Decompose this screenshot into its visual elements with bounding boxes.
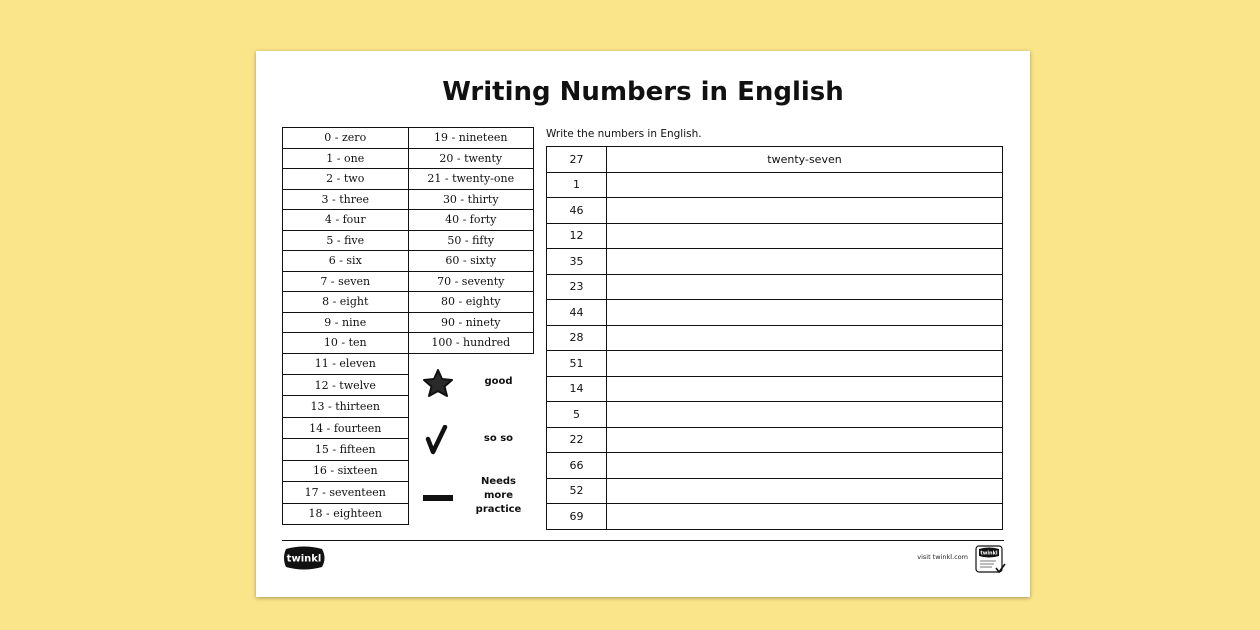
quality-badge-icon: [974, 544, 1006, 576]
table-row: [283, 169, 534, 190]
table-row: [283, 251, 534, 272]
reference-cell: 80 - eighty: [408, 292, 534, 313]
dash-icon: [421, 482, 455, 512]
legend-item: [409, 354, 535, 411]
answer-field[interactable]: [607, 504, 1003, 530]
legend-label: good: [484, 376, 513, 387]
answer-field[interactable]: [607, 198, 1003, 224]
table-row: [283, 292, 534, 313]
table-row: [283, 333, 534, 354]
table-row: [547, 198, 1003, 224]
reference-cell: 19 - nineteen: [408, 128, 534, 149]
table-row: [283, 271, 534, 292]
number-word-table: [282, 127, 534, 525]
reference-cell: 21 - twenty-one: [408, 169, 534, 190]
reference-cell: 9 - nine: [283, 312, 409, 333]
table-row: [547, 376, 1003, 402]
reference-cell: 0 - zero: [283, 128, 409, 149]
exercise-number: 51: [547, 351, 607, 377]
table-row: [283, 148, 534, 169]
answer-field[interactable]: [607, 223, 1003, 249]
answer-field[interactable]: [607, 325, 1003, 351]
reference-cell: 70 - seventy: [408, 271, 534, 292]
exercise-number: 28: [547, 325, 607, 351]
reference-cell: 4 - four: [283, 210, 409, 231]
reference-cell: 10 - ten: [283, 333, 409, 354]
legend-label: so so: [483, 433, 514, 444]
reference-cell: 8 - eight: [283, 292, 409, 313]
table-row: [547, 274, 1003, 300]
table-row: [283, 210, 534, 231]
reference-cell: 50 - fifty: [408, 230, 534, 251]
answer-field[interactable]: [607, 453, 1003, 479]
table-row: [547, 223, 1003, 249]
logo-text: twinkl: [286, 553, 322, 565]
answer-field[interactable]: [607, 274, 1003, 300]
reference-cell: 5 - five: [283, 230, 409, 251]
exercise-number: 35: [547, 249, 607, 275]
reference-cell: 12 - twelve: [283, 374, 409, 395]
legend-label: Needs more practice: [475, 476, 522, 515]
twinkl-logo[interactable]: [280, 545, 328, 571]
reference-cell: 14 - fourteen: [283, 417, 409, 438]
answer-field[interactable]: [607, 172, 1003, 198]
reference-table: [282, 127, 534, 525]
reference-cell: 60 - sixty: [408, 251, 534, 272]
exercise-number: 1: [547, 172, 607, 198]
reference-cell: 15 - fifteen: [283, 439, 409, 460]
answer-field[interactable]: [607, 427, 1003, 453]
reference-cell: 18 - eighteen: [283, 503, 409, 524]
check-icon: [421, 425, 455, 455]
reference-cell: 3 - three: [283, 189, 409, 210]
answer-field[interactable]: [607, 402, 1003, 428]
star-icon: [421, 368, 455, 398]
reference-cell: 7 - seven: [283, 271, 409, 292]
table-row: [547, 504, 1003, 530]
table-row: [283, 312, 534, 333]
exercise-number: 14: [547, 376, 607, 402]
exercise-number: 12: [547, 223, 607, 249]
worksheet-title: Writing Numbers in English: [442, 77, 844, 107]
footer-divider: [282, 540, 1004, 541]
exercise-number: 69: [547, 504, 607, 530]
table-row: [547, 325, 1003, 351]
exercise-table: [546, 146, 1003, 530]
worksheet: [256, 51, 1030, 597]
legend-item: [409, 468, 535, 525]
exercise-number: 23: [547, 274, 607, 300]
answer-field[interactable]: [607, 249, 1003, 275]
self-assessment-legend: [408, 353, 534, 525]
table-row: [547, 453, 1003, 479]
reference-cell: 16 - sixteen: [283, 460, 409, 481]
reference-cell: 6 - six: [283, 251, 409, 272]
table-row: [547, 427, 1003, 453]
table-row: [283, 128, 534, 149]
table-row: [283, 230, 534, 251]
answer-field[interactable]: twenty-seven: [607, 147, 1003, 173]
reference-cell: 40 - forty: [408, 210, 534, 231]
exercise-number: 27: [547, 147, 607, 173]
reference-cell: 90 - ninety: [408, 312, 534, 333]
visit-link[interactable]: visit twinkl.com: [917, 553, 968, 561]
table-row: [547, 402, 1003, 428]
reference-cell: 17 - seventeen: [283, 482, 409, 503]
reference-cell: 11 - eleven: [283, 353, 409, 374]
table-row: [547, 478, 1003, 504]
exercise-number: 66: [547, 453, 607, 479]
table-row: [547, 351, 1003, 377]
badge-text: twinkl: [980, 550, 998, 557]
answer-field[interactable]: [607, 351, 1003, 377]
answer-field[interactable]: [607, 300, 1003, 326]
reference-cell: 2 - two: [283, 169, 409, 190]
reference-cell: 1 - one: [283, 148, 409, 169]
answer-field[interactable]: [607, 478, 1003, 504]
reference-cell: 20 - twenty: [408, 148, 534, 169]
reference-cell: 13 - thirteen: [283, 396, 409, 417]
table-row: [283, 189, 534, 210]
instructions-text: Write the numbers in English.: [546, 128, 702, 140]
table-row: [547, 172, 1003, 198]
answer-field[interactable]: [607, 376, 1003, 402]
exercise-number: 46: [547, 198, 607, 224]
reference-cell: 30 - thirty: [408, 189, 534, 210]
exercise-number: 44: [547, 300, 607, 326]
exercise-number: 22: [547, 427, 607, 453]
reference-cell: 100 - hundred: [408, 333, 534, 354]
exercise-table-wrap: [546, 146, 1003, 530]
table-row: [547, 147, 1003, 173]
legend-item: [409, 411, 535, 468]
exercise-number: 52: [547, 478, 607, 504]
table-row: [283, 353, 534, 374]
table-row: [547, 300, 1003, 326]
table-row: [547, 249, 1003, 275]
exercise-number: 5: [547, 402, 607, 428]
